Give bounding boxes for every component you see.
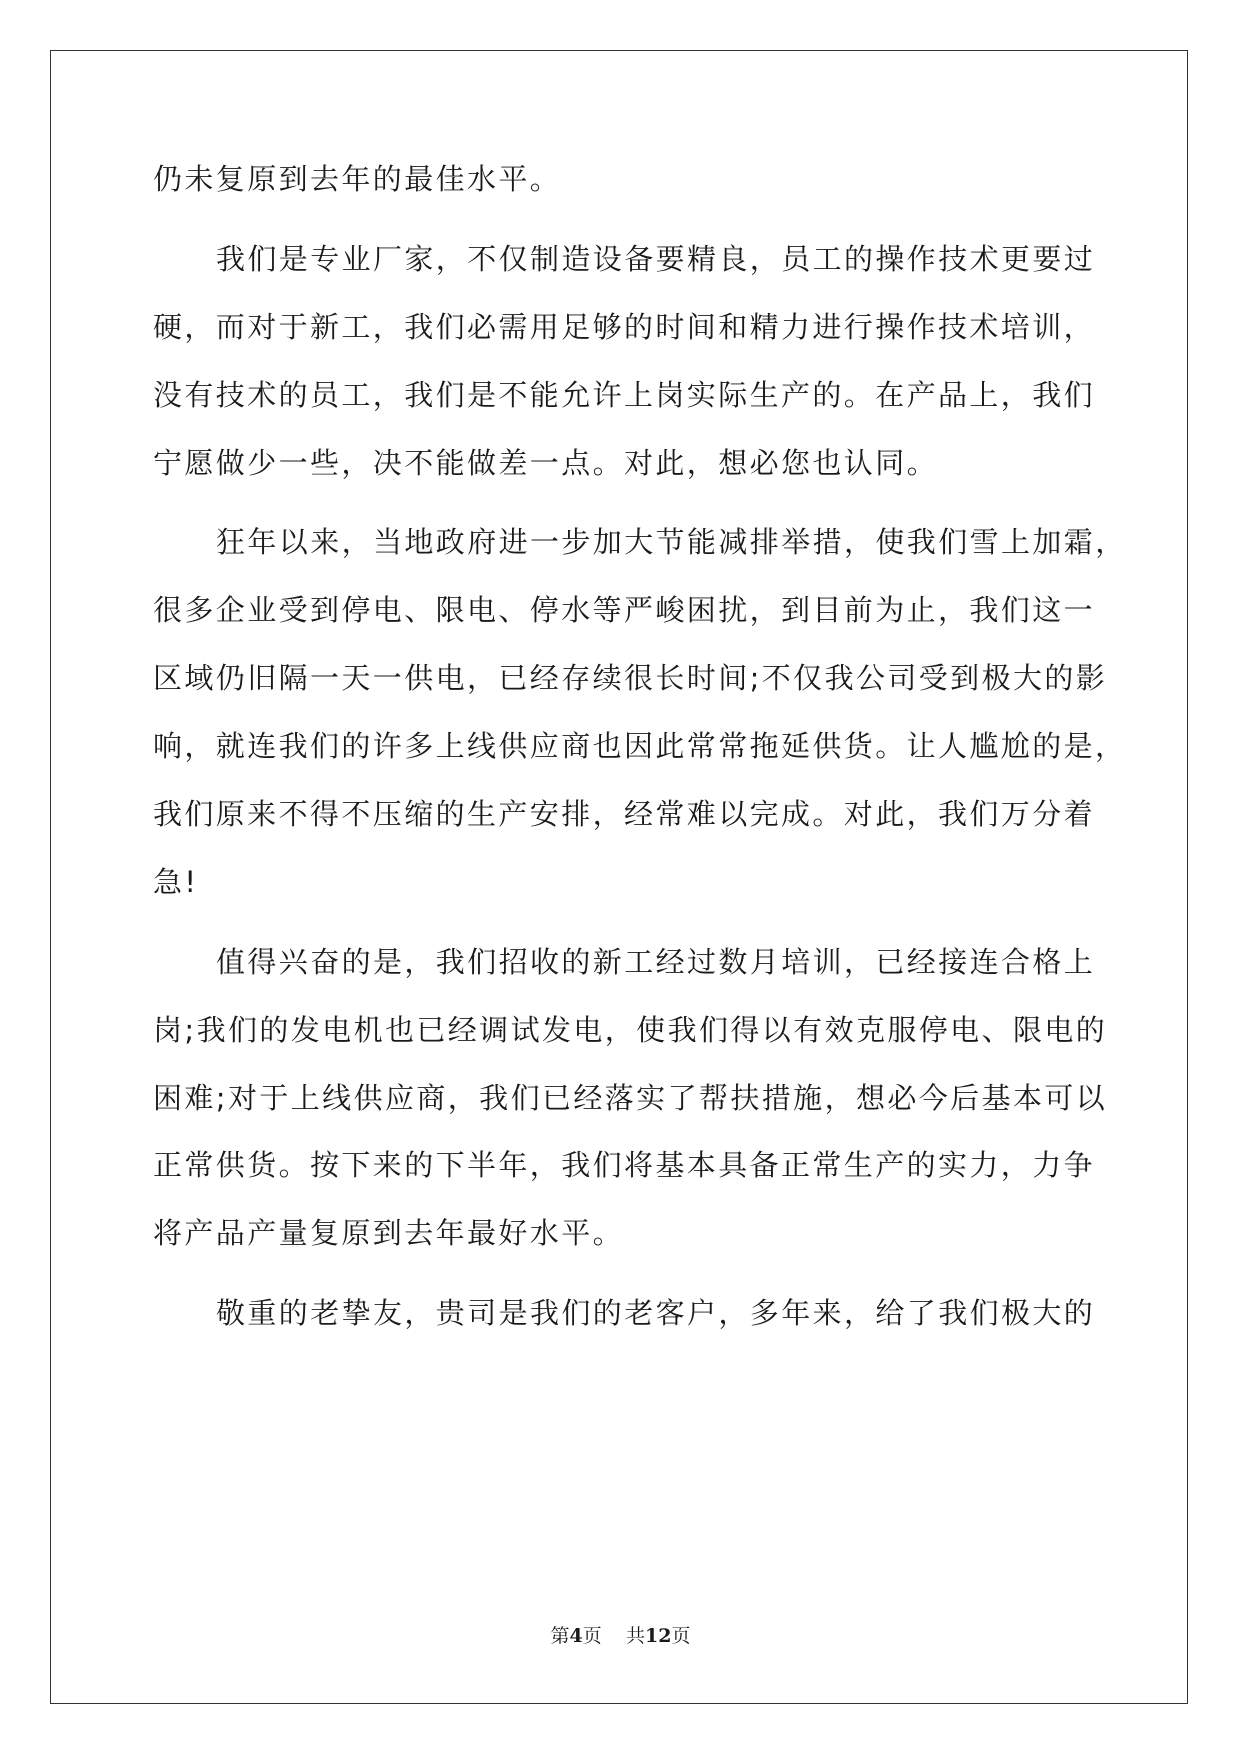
text-line: 区域仍旧隔一天一供电，已经存续很长时间;不仅我公司受到极大的影 <box>153 661 1108 696</box>
document-body <box>153 162 1127 1364</box>
paragraph <box>153 525 1127 932</box>
text-line: 困难;对于上线供应商，我们已经落实了帮扶措施，想必今后基本可以 <box>153 1080 1108 1115</box>
text-line: 硬，而对于新工，我们必需用足够的时间和精力进行操作技术培训， <box>153 309 1096 344</box>
total-pages: 12 <box>644 1625 672 1647</box>
footer-total-suffix: 页 <box>671 1625 691 1647</box>
text-line: 急! <box>153 864 199 899</box>
page-number: 4 <box>569 1625 583 1647</box>
text-line: 响，就连我们的许多上线供应商也因此常常拖延供货。让人尴尬的是， <box>153 729 1127 764</box>
footer-page-suffix: 页 <box>582 1625 602 1647</box>
text-line: 岗;我们的发电机也已经调试发电，使我们得以有效克服停电、限电的 <box>153 1012 1108 1047</box>
text-line: 将产品产量复原到去年最好水平。 <box>153 1216 625 1251</box>
page-footer <box>0 1621 1241 1648</box>
paragraph <box>153 1296 1096 1364</box>
text-line: 没有技术的员工，我们是不能允许上岗实际生产的。在产品上，我们 <box>153 377 1096 412</box>
text-line: 仍未复原到去年的最佳水平。 <box>153 162 562 196</box>
paragraph <box>153 944 1108 1284</box>
text-line: 正常供货。按下来的下半年，我们将基本具备正常生产的实力，力争 <box>153 1148 1096 1183</box>
footer-prefix: 第 <box>550 1625 570 1647</box>
text-line: 狂年以来，当地政府进一步加大节能减排举措，使我们雪上加霜， <box>216 525 1127 560</box>
paragraph <box>153 162 1093 230</box>
text-line: 我们原来不得不压缩的生产安排，经常难以完成。对此，我们万分着 <box>153 797 1096 832</box>
footer-total-prefix: 共 <box>625 1625 645 1647</box>
text-line: 很多企业受到停电、限电、停水等严峻困扰，到目前为止，我们这一 <box>153 593 1096 628</box>
text-line: 我们是专业厂家，不仅制造设备要精良，员工的操作技术更要过 <box>216 241 1096 276</box>
text-line: 宁愿做少一些，决不能做差一点。对此，想必您也认同。 <box>153 445 939 480</box>
text-line: 敬重的老挚友，贵司是我们的老客户，多年来，给了我们极大的 <box>216 1296 1096 1331</box>
text-line: 值得兴奋的是，我们招收的新工经过数月培训，已经接连合格上 <box>216 944 1096 979</box>
paragraph <box>153 241 1096 514</box>
